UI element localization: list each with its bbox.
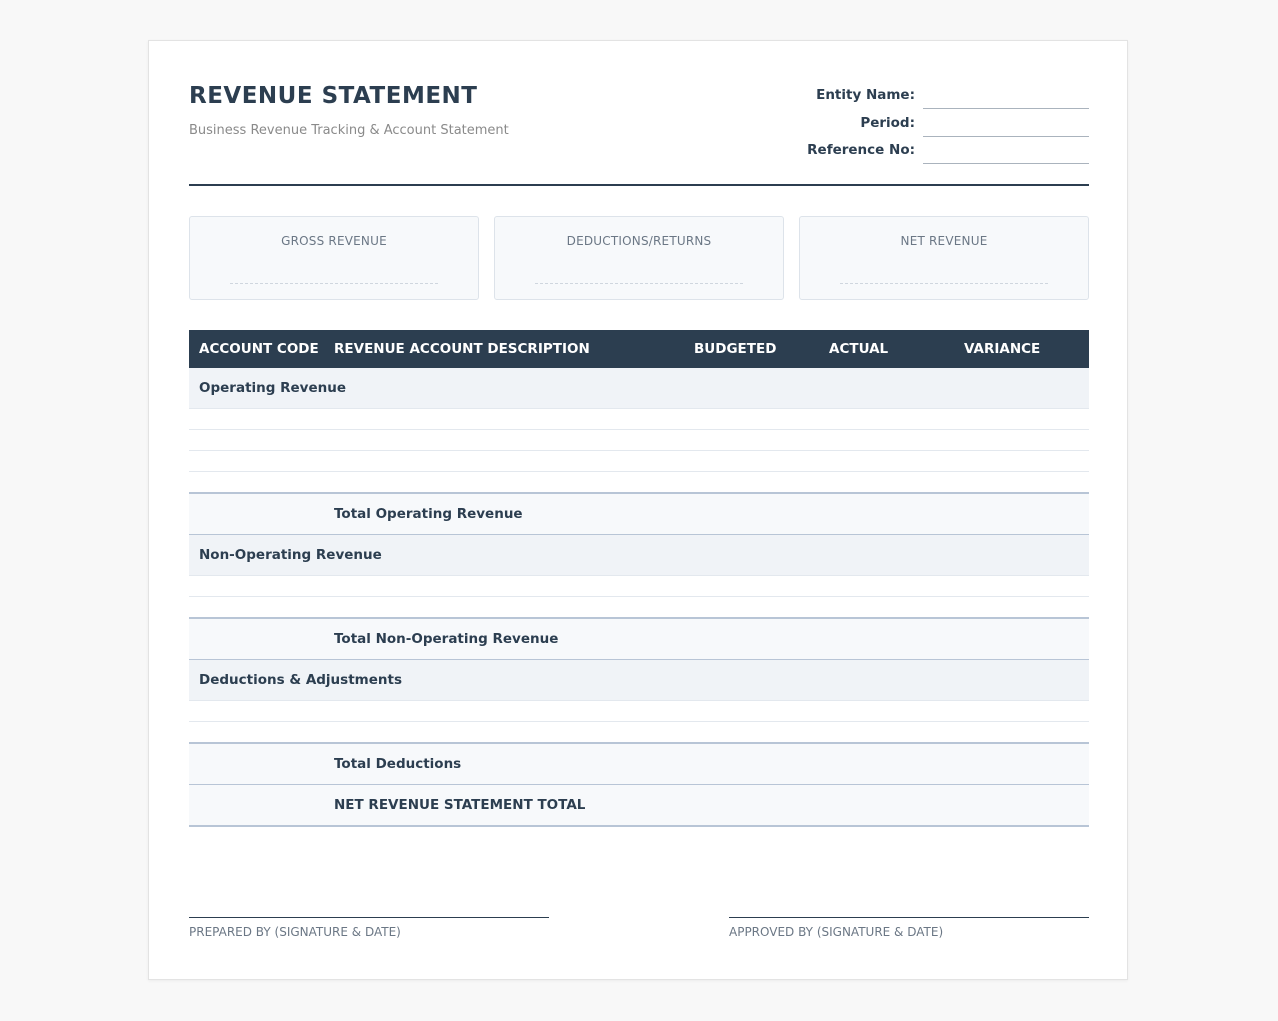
period-field	[789, 115, 1089, 143]
revenue-statement-page	[148, 40, 1128, 980]
period-label: Period:	[860, 114, 915, 131]
reference-no-label: Reference No:	[807, 142, 915, 158]
reference-no-input[interactable]	[923, 142, 1089, 164]
total-row-operating-revenue	[189, 493, 1089, 535]
deductions-returns-card	[494, 216, 784, 300]
approved-by-signature	[729, 917, 1089, 939]
entity-name-field	[789, 87, 1089, 115]
table-row[interactable]	[189, 430, 1089, 451]
net-revenue-card	[799, 216, 1089, 300]
table-row[interactable]	[189, 472, 1089, 494]
total-label: Total Non-Operating Revenue	[324, 618, 684, 660]
column-header-variance: VARIANCE	[954, 330, 1089, 368]
table-row[interactable]	[189, 451, 1089, 472]
net-revenue-value[interactable]	[840, 283, 1048, 284]
deductions-returns-value[interactable]	[535, 283, 743, 284]
gross-revenue-card	[189, 216, 479, 300]
total-row-non-operating-revenue	[189, 618, 1089, 660]
approved-by-signature-line[interactable]	[729, 917, 1089, 918]
column-header-description: REVENUE ACCOUNT DESCRIPTION	[324, 330, 684, 368]
table-header-row	[189, 330, 1089, 368]
total-label: Total Deductions	[324, 743, 684, 785]
column-header-budgeted: BUDGETED	[684, 330, 819, 368]
entity-name-input[interactable]	[923, 87, 1089, 109]
column-header-account-code: ACCOUNT CODE	[189, 330, 324, 368]
revenue-ledger-table	[189, 330, 1089, 827]
total-label: Total Operating Revenue	[324, 493, 684, 535]
section-row-non-operating-revenue	[189, 535, 1089, 576]
prepared-by-label: PREPARED BY (SIGNATURE & DATE)	[189, 925, 401, 939]
section-heading: Deductions & Adjustments	[189, 660, 1089, 701]
header-fields	[789, 87, 1089, 170]
approved-by-label: APPROVED BY (SIGNATURE & DATE)	[729, 925, 944, 939]
reference-no-field	[789, 142, 1089, 170]
net-revenue-label: NET REVENUE	[900, 234, 988, 248]
total-row-deductions	[189, 743, 1089, 785]
prepared-by-signature-line[interactable]	[189, 917, 549, 918]
section-heading: Operating Revenue	[189, 368, 1089, 409]
grand-total-label: NET REVENUE STATEMENT TOTAL	[324, 785, 684, 827]
grand-total-row	[189, 785, 1089, 827]
gross-revenue-value[interactable]	[230, 283, 438, 284]
section-heading: Non-Operating Revenue	[189, 535, 1089, 576]
table-row[interactable]	[189, 597, 1089, 619]
header-divider	[189, 184, 1089, 186]
deductions-returns-label: DEDUCTIONS/RETURNS	[566, 234, 712, 248]
period-input[interactable]	[923, 115, 1089, 137]
column-header-actual: ACTUAL	[819, 330, 954, 368]
table-row[interactable]	[189, 576, 1089, 597]
page-title: REVENUE STATEMENT	[189, 83, 478, 109]
table-row[interactable]	[189, 409, 1089, 430]
table-row[interactable]	[189, 701, 1089, 722]
section-row-deductions-adjustments	[189, 660, 1089, 701]
section-row-operating-revenue	[189, 368, 1089, 409]
table-row[interactable]	[189, 722, 1089, 744]
prepared-by-signature	[189, 917, 549, 939]
page-subtitle: Business Revenue Tracking & Account Statement	[189, 123, 509, 138]
gross-revenue-label: GROSS REVENUE	[281, 234, 387, 248]
entity-name-label: Entity Name:	[816, 87, 915, 103]
summary-cards	[189, 216, 1089, 300]
